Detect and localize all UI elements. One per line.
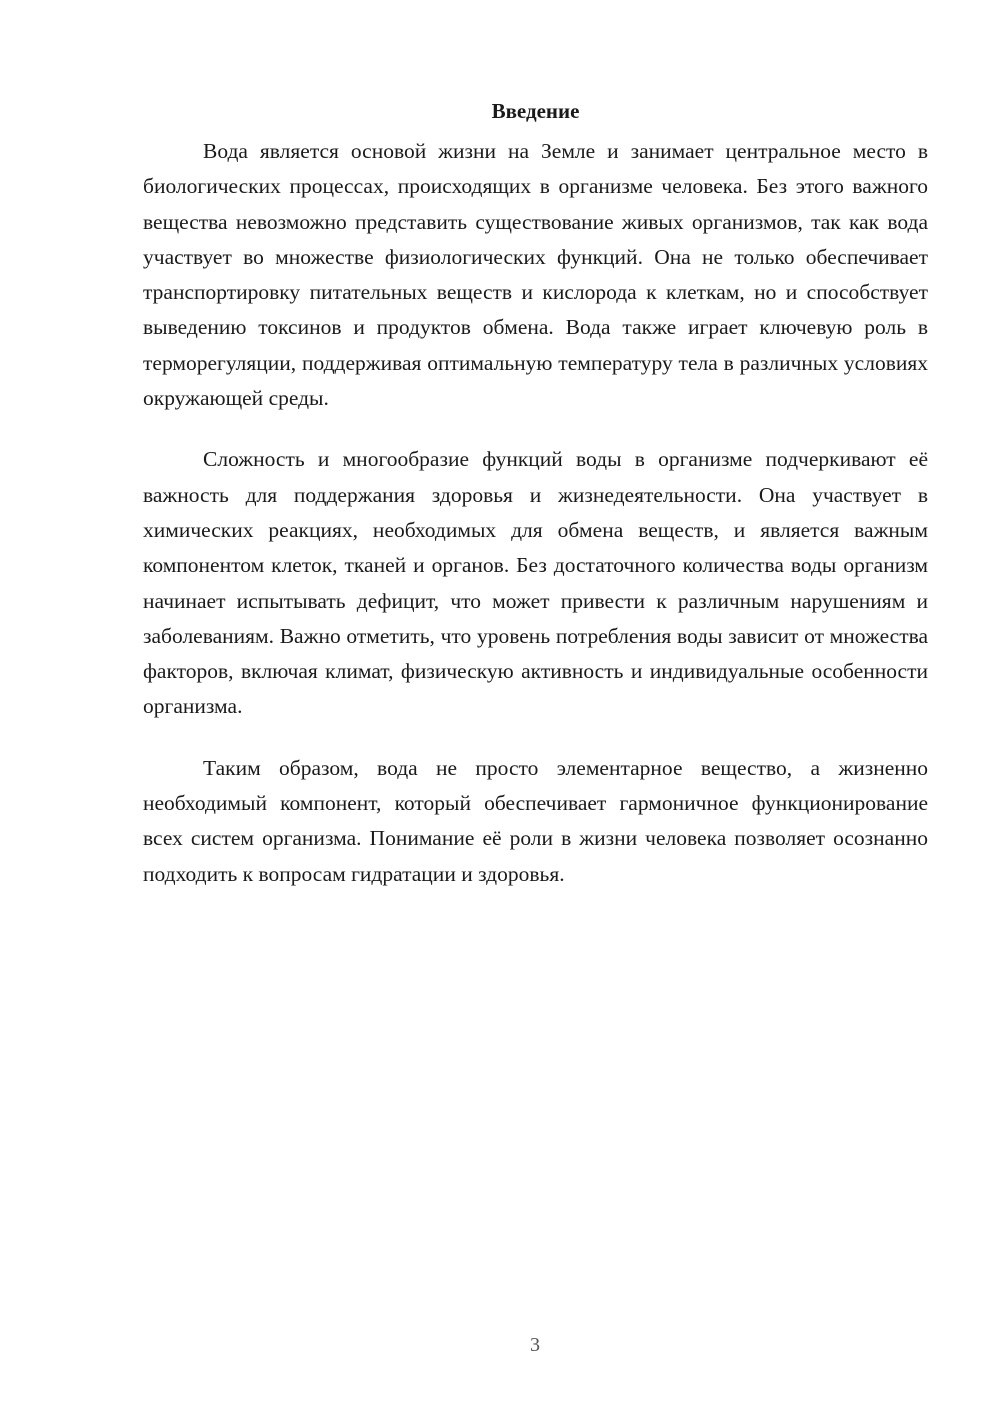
paragraph-1: Вода является основой жизни на Земле и занимает центральное место в биологических процессах, происходящих в организме человека. Без этого важного вещества невозможно представить существование живых организмов, так как вода участвует во множестве физиологических функций. Она не только обеспечивает транспортировку питательных веществ и кислорода к клеткам, но и способствует выведению токсинов и продуктов обмена. Вода также играет ключевую роль в терморегуляции, поддерживая оптимальную температуру тела в различных условиях окружающей среды. [143, 139, 928, 411]
paragraph-3: Таким образом, вода не просто элементарное вещество, а жизненно необходимый компонент, который обеспечивает гармоничное функционирование всех систем организма. Понимание её роли в жизни человека позволяет осознанно подходить к вопросам гидратации и здоровья. [143, 755, 928, 886]
document-page [143, 96, 928, 918]
paragraph-2: Сложность и многообразие функций воды в организме подчеркивают её важность для поддержания здоровья и жизнедеятельности. Она участвует в химических реакциях, необходимых для обмена веществ, и является важным компонентом клеток, тканей и органов. Без достаточного количества воды организм начинает испытывать дефицит, что может привести к различным нарушениям и заболеваниям. Важно отметить, что уровень потребления воды зависит от множества факторов, включая климат, физическую активность и индивидуальные особенности организма. [143, 447, 928, 719]
page-number: 3 [530, 1334, 540, 1356]
section-heading: Введение [491, 99, 580, 123]
